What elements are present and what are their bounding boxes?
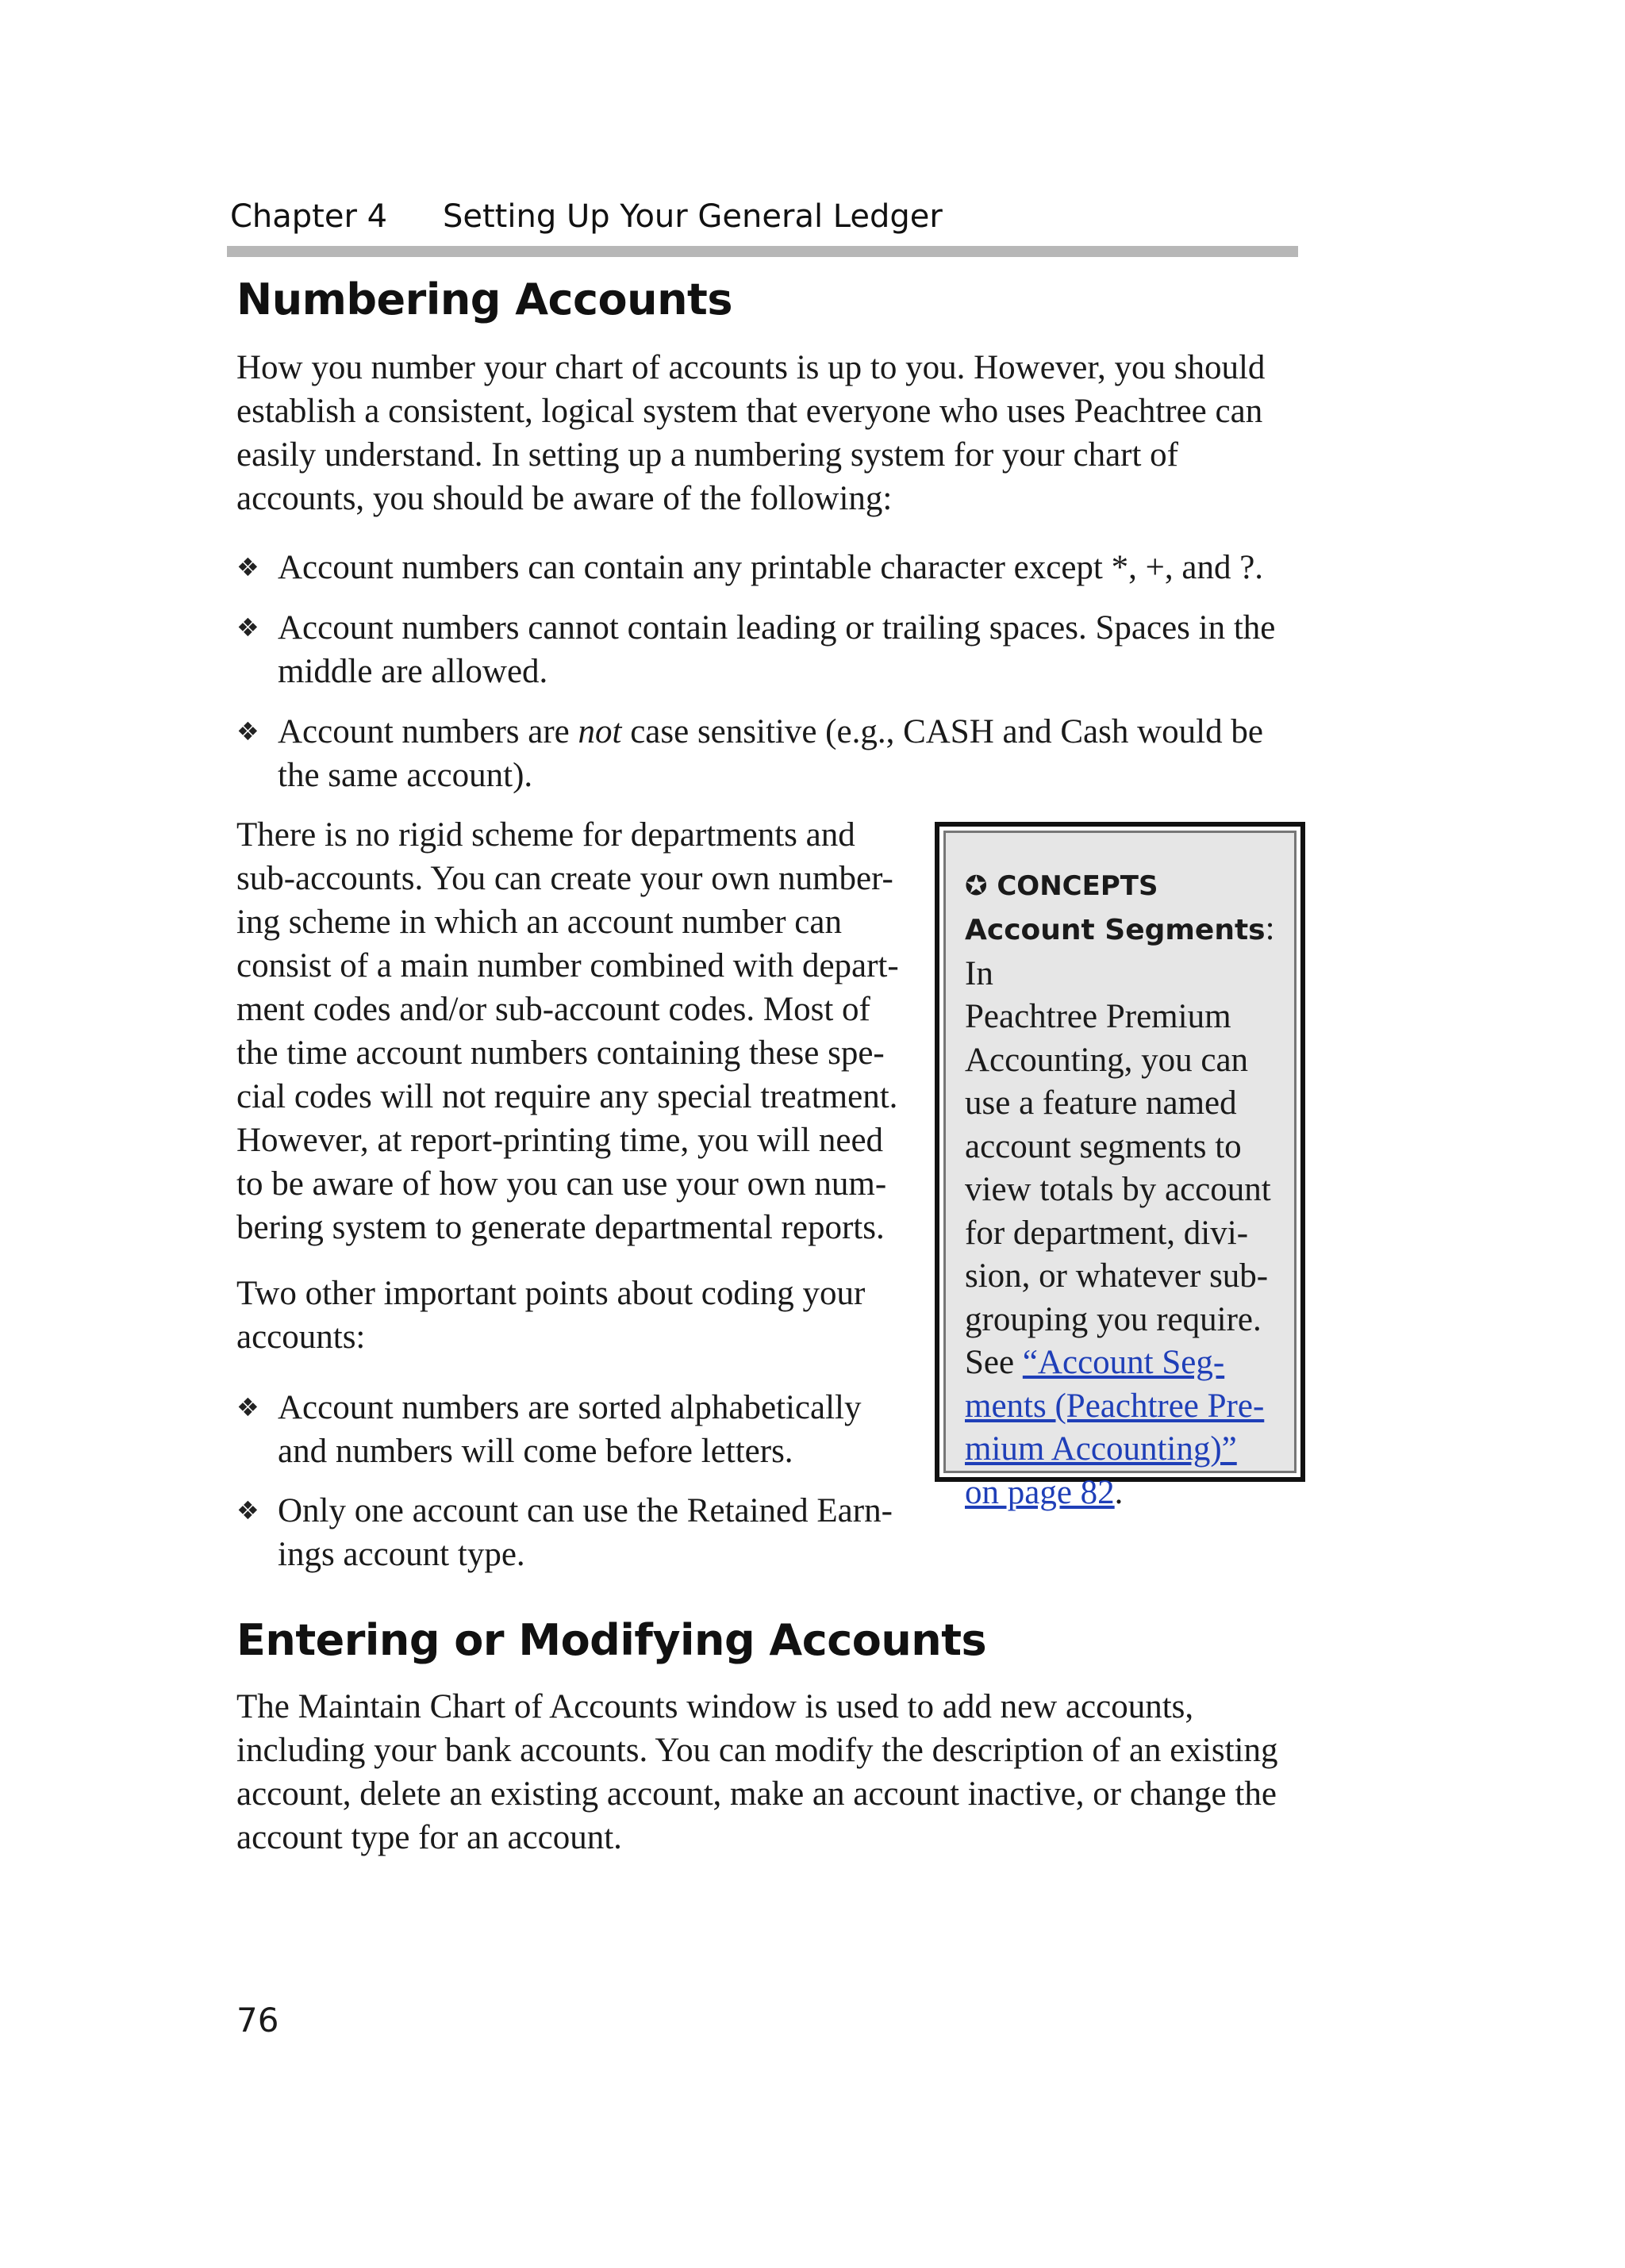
bullet-item <box>236 1386 862 1473</box>
text-line: easily understand. In setting up a numbering system for your chart of <box>236 436 1178 474</box>
cross-reference-link[interactable]: on page 82 <box>965 1473 1115 1511</box>
cross-reference-link[interactable]: “Account Seg- <box>1022 1344 1225 1381</box>
text-line: the same account). <box>278 757 533 794</box>
text-line: accounts, you should be aware of the following: <box>236 480 893 517</box>
diamond-bullet-icon: ❖ <box>236 1392 259 1422</box>
concepts-panel <box>943 831 1297 1511</box>
text-line: ment codes and/or sub-account codes. Most of <box>236 991 870 1028</box>
chapter-label: Chapter 4 <box>230 198 388 235</box>
text-line: Accounting, you can <box>965 1041 1249 1079</box>
section-heading-entering: Entering or Modifying Accounts <box>236 1615 987 1665</box>
text-line: consist of a main number combined with depart- <box>236 947 899 984</box>
text-line: accounts: <box>236 1318 366 1356</box>
text-line: Two other important points about coding your <box>236 1275 866 1312</box>
diamond-bullet-icon: ❖ <box>236 552 259 582</box>
text-line: See <box>965 1344 1023 1381</box>
chapter-title: Setting Up Your General Ledger <box>443 198 943 235</box>
concepts-body <box>965 908 1280 1514</box>
emphasis-text: not <box>578 713 622 750</box>
text-line: However, at report-printing time, you will need <box>236 1122 884 1159</box>
points-paragraph <box>236 1272 865 1359</box>
text-line: Account numbers can contain any printable character except *, +, and ?. <box>278 549 1264 586</box>
concepts-heading <box>965 865 1280 908</box>
text-line: Account numbers are sorted alphabetically <box>278 1389 862 1426</box>
diamond-bullet-icon: ❖ <box>236 716 259 746</box>
text-line: sion, or whatever sub- <box>965 1257 1269 1295</box>
text-line: How you number your chart of accounts is up to you. However, you should <box>236 349 1266 386</box>
section-heading-numbering: Numbering Accounts <box>236 274 732 324</box>
concepts-sidebar <box>935 822 1305 1511</box>
text-line: Account numbers cannot contain leading or trailing spaces. Spaces in the <box>278 609 1276 647</box>
text-line: account, delete an existing account, make an account inactive, or change the <box>236 1775 1277 1813</box>
star-icon: ✪ <box>965 870 988 902</box>
diamond-bullet-icon: ❖ <box>236 612 259 643</box>
intro-paragraph <box>236 346 1265 520</box>
text-line: account segments to <box>965 1127 1242 1165</box>
text-line: middle are allowed. <box>278 653 548 690</box>
text-fragment: case sensitive (e.g., CASH and Cash would be <box>621 713 1263 750</box>
bullet-item <box>236 546 1263 589</box>
text-fragment: . <box>1114 1473 1124 1511</box>
text-line: : In <box>965 910 1275 992</box>
text-line: cial codes will not require any special treatment. <box>236 1078 898 1115</box>
text-line: use a feature named <box>965 1084 1237 1122</box>
text-line: There is no rigid scheme for departments and <box>236 816 855 854</box>
text-line: account type for an account. <box>236 1819 622 1856</box>
text-line: view totals by account <box>965 1171 1271 1208</box>
text-line: grouping you require. <box>965 1300 1262 1338</box>
text-line: for department, divi- <box>965 1214 1249 1252</box>
text-line: and numbers will come before letters. <box>278 1433 793 1470</box>
header-rule <box>227 246 1298 257</box>
text-line: ings account type. <box>278 1536 525 1573</box>
text-line: The Maintain Chart of Accounts window is used to add new accounts, <box>236 1688 1194 1725</box>
page-number: 76 <box>236 2001 279 2040</box>
text-line: to be aware of how you can use your own num- <box>236 1165 887 1203</box>
text-fragment: Account numbers are <box>278 713 578 750</box>
text-line: sub-accounts. You can create your own number- <box>236 860 893 897</box>
text-line: Peachtree Premium <box>965 998 1231 1035</box>
diamond-bullet-icon: ❖ <box>236 1495 259 1525</box>
bullet-item <box>236 710 1263 797</box>
cross-reference-link[interactable]: ments (Peachtree Pre- <box>965 1387 1265 1425</box>
running-header <box>230 198 943 235</box>
bullet-item <box>236 606 1275 693</box>
concepts-label: CONCEPTS <box>997 870 1158 902</box>
text-line: the time account numbers containing these spe- <box>236 1034 885 1072</box>
cross-reference-link[interactable]: mium Accounting)” <box>965 1430 1237 1468</box>
text-line: establish a consistent, logical system that everyone who uses Peachtree can <box>236 393 1263 430</box>
concepts-term: Account Segments <box>965 914 1266 946</box>
text-line: bering system to generate departmental reports. <box>236 1209 885 1246</box>
text-line: including your bank accounts. You can modify the description of an existing <box>236 1732 1278 1769</box>
text-line: ing scheme in which an account number can <box>236 904 842 941</box>
bullet-item <box>236 1489 893 1576</box>
entering-paragraph <box>236 1685 1277 1859</box>
scheme-paragraph <box>236 813 899 1249</box>
text-line: Only one account can use the Retained Earn- <box>278 1492 893 1529</box>
